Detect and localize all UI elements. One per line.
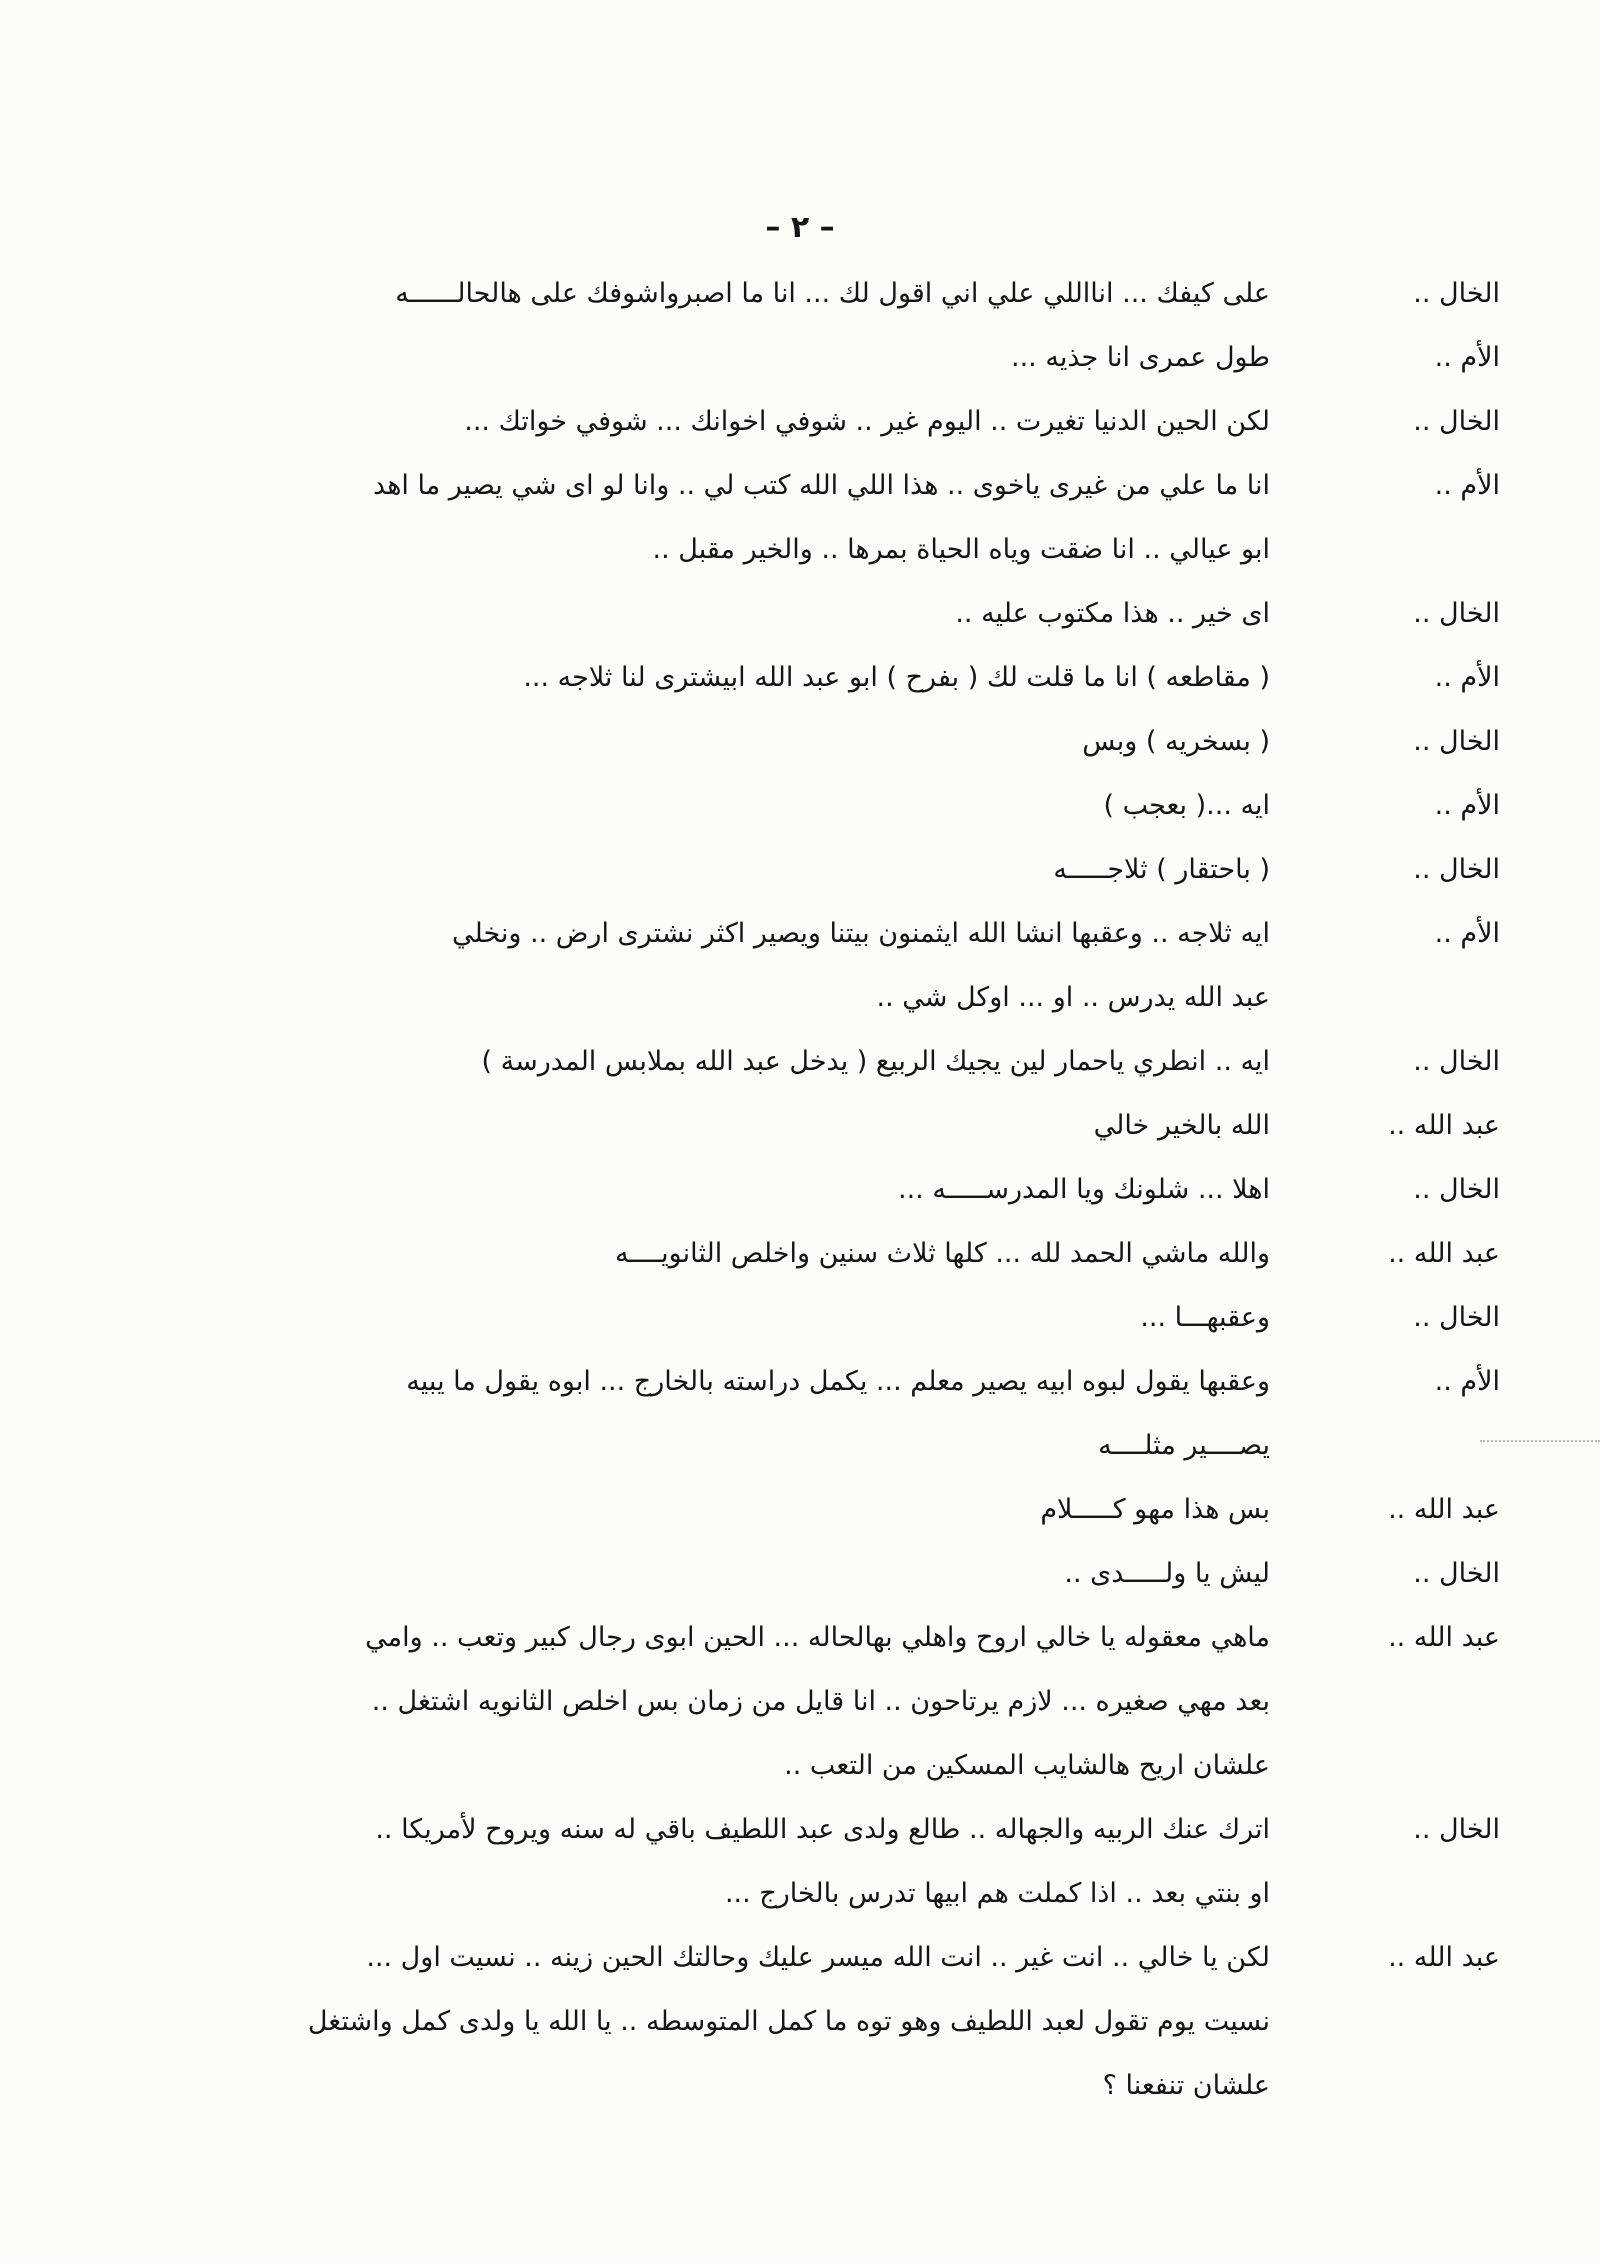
dialogue-lines xyxy=(180,582,1270,646)
speaker-name: الأم .. xyxy=(1434,1366,1500,1397)
dialogue-line: علشان اريح هالشايب المسكين من التعب .. xyxy=(784,1750,1270,1781)
speaker-name: الخال .. xyxy=(1413,406,1500,437)
dialogue-line: علشان تنفعنا ؟ xyxy=(1102,2070,1270,2101)
dialogue-line: نسيت يوم تقول لعبد اللطيف وهو توه ما كمل المتوسطه .. يا الله يا ولدى كمل واشتغل xyxy=(307,2006,1270,2037)
dialogue-entry xyxy=(180,1478,1500,1542)
dialogue-line: لكن يا خالي .. انت غير .. انت الله ميسر عليك وحالتك الحين زينه .. نسيت اول ... xyxy=(366,1942,1270,1973)
dialogue-lines xyxy=(180,902,1270,1030)
dialogue-line: ليش يا ولـــــدى .. xyxy=(1064,1558,1270,1589)
dialogue-line: ( مقاطعه ) انا ما قلت لك ( بفرح ) ابو عبد الله ابيشترى لنا ثلاجه ... xyxy=(523,662,1270,693)
speaker-name: الخال .. xyxy=(1413,598,1500,629)
dialogue-line: يصــــير مثلــــه xyxy=(1098,1430,1270,1461)
speaker-name: الخال .. xyxy=(1413,726,1500,757)
dialogue-line: ايه ثلاجه .. وعقبها انشا الله ايثمنون بيتنا ويصير اكثر نشترى ارض .. ونخلي xyxy=(452,918,1270,949)
speaker-name: عبد الله .. xyxy=(1388,1110,1500,1141)
dialogue-entry xyxy=(180,582,1500,646)
dialogue-entry xyxy=(180,1926,1500,2118)
speaker-name: عبد الله .. xyxy=(1388,1238,1500,1269)
speaker-name: الأم .. xyxy=(1434,918,1500,949)
dialogue-entry xyxy=(180,838,1500,902)
speaker-name: الأم .. xyxy=(1434,790,1500,821)
dialogue-lines xyxy=(180,262,1270,326)
dialogue-lines xyxy=(180,1542,1270,1606)
dialogue-entry xyxy=(180,326,1500,390)
dialogue-entry xyxy=(180,1606,1500,1798)
dialogue-line: ( بسخريه ) وبس xyxy=(1082,726,1270,757)
speaker-name: الأم .. xyxy=(1434,342,1500,373)
dialogue-line: اهلا ... شلونك ويا المدرســـــه ... xyxy=(897,1174,1270,1205)
dialogue-line: ابو عيالي .. انا ضقت وياه الحياة بمرها .. والخير مقبل .. xyxy=(652,534,1270,565)
page-number: – ٢ – xyxy=(765,210,835,245)
dialogue-lines xyxy=(180,1606,1270,1798)
dialogue-entry xyxy=(180,454,1500,582)
dialogue-line: وعقبهـــا ... xyxy=(1140,1302,1270,1333)
dialogue-line: ايه ...( بعجب ) xyxy=(1103,790,1270,821)
dialogue-line: ( باحتقار ) ثلاجـــــه xyxy=(1053,854,1270,885)
dialogue-line: طول عمرى انا جذيه ... xyxy=(1011,342,1270,373)
dialogue-entry xyxy=(180,774,1500,838)
dialogue-line: اى خير .. هذا مكتوب عليه .. xyxy=(955,598,1270,629)
dialogue-entry xyxy=(180,1094,1500,1158)
dialogue-line: والله ماشي الحمد لله ... كلها ثلاث سنين واخلص الثانويــــه xyxy=(615,1238,1270,1269)
dialogue-lines xyxy=(180,454,1270,582)
dialogue-entry xyxy=(180,1030,1500,1094)
dialogue-line: اترك عنك الربيه والجهاله .. طالع ولدى عبد اللطيف باقي له سنه ويروح لأمريكا .. xyxy=(375,1814,1270,1845)
dialogue-entry xyxy=(180,1222,1500,1286)
dialogue-lines xyxy=(180,774,1270,838)
speaker-name: الخال .. xyxy=(1413,1046,1500,1077)
speaker-name: الخال .. xyxy=(1413,1174,1500,1205)
dialogue-lines xyxy=(180,710,1270,774)
dialogue-lines xyxy=(180,646,1270,710)
dialogue-lines xyxy=(180,1478,1270,1542)
dialogue-entry xyxy=(180,1286,1500,1350)
speaker-name: الخال .. xyxy=(1413,278,1500,309)
speaker-name: عبد الله .. xyxy=(1388,1494,1500,1525)
speaker-name: الأم .. xyxy=(1434,470,1500,501)
speaker-name: عبد الله .. xyxy=(1388,1942,1500,1973)
dialogue-lines xyxy=(180,1094,1270,1158)
dialogue-script xyxy=(180,262,1500,2118)
dialogue-entry xyxy=(180,262,1500,326)
dialogue-lines xyxy=(180,838,1270,902)
dialogue-lines xyxy=(180,326,1270,390)
dialogue-entry xyxy=(180,390,1500,454)
speaker-name: الخال .. xyxy=(1413,1814,1500,1845)
dialogue-lines xyxy=(180,1158,1270,1222)
dialogue-lines xyxy=(180,1798,1270,1926)
dialogue-line: بعد مهي صغيره ... لازم يرتاحون .. انا قايل من زمان بس اخلص الثانويه اشتغل .. xyxy=(371,1686,1270,1717)
speaker-name: الأم .. xyxy=(1434,662,1500,693)
dialogue-entry xyxy=(180,1798,1500,1926)
dialogue-line: عبد الله يدرس .. او ... اوكل شي .. xyxy=(876,982,1270,1013)
dialogue-lines xyxy=(180,1222,1270,1286)
dialogue-lines xyxy=(180,1926,1270,2118)
dialogue-line: الله بالخير خالي xyxy=(1093,1110,1270,1141)
dialogue-entry xyxy=(180,710,1500,774)
speaker-name: عبد الله .. xyxy=(1388,1622,1500,1653)
dialogue-lines xyxy=(180,1286,1270,1350)
dialogue-entry xyxy=(180,1350,1500,1478)
dialogue-entry xyxy=(180,646,1500,710)
dialogue-line: انا ما علي من غيرى ياخوى .. هذا اللي الله كتب لي .. وانا لو اى شي يصير ما اهد xyxy=(373,470,1270,501)
dialogue-line: على كيفك ... انااللي علي اني اقول لك ... انا ما اصبرواشوفك على هالحالــــــه xyxy=(395,278,1270,309)
speaker-name: الخال .. xyxy=(1413,1558,1500,1589)
dialogue-line: بس هذا مهو كـــــلام xyxy=(1040,1494,1270,1525)
speaker-name: الخال .. xyxy=(1413,854,1500,885)
speaker-name: الخال .. xyxy=(1413,1302,1500,1333)
dialogue-lines xyxy=(180,1030,1270,1094)
dialogue-line: وعقبها يقول لبوه ابيه يصير معلم ... يكمل دراسته بالخارج ... ابوه يقول ما يبيه xyxy=(406,1366,1270,1397)
dialogue-lines xyxy=(180,1350,1270,1478)
dialogue-line: ماهي معقوله يا خالي اروح واهلي بهالحاله ... الحين ابوى رجال كبير وتعب .. وامي xyxy=(365,1622,1270,1653)
dialogue-line: لكن الحين الدنيا تغيرت .. اليوم غير .. شوفي اخوانك ... شوفي خواتك ... xyxy=(464,406,1270,437)
dialogue-lines xyxy=(180,390,1270,454)
dialogue-line: او بنتي بعد .. اذا كملت هم ابيها تدرس بالخارج ... xyxy=(724,1878,1270,1909)
dialogue-line: ايه .. انطري ياحمار لين يجيك الربيع ( يدخل عبد الله بملابس المدرسة ) xyxy=(481,1046,1270,1077)
dialogue-entry xyxy=(180,902,1500,1030)
scan-artifact xyxy=(1480,1440,1600,1445)
dialogue-entry xyxy=(180,1542,1500,1606)
dialogue-entry xyxy=(180,1158,1500,1222)
